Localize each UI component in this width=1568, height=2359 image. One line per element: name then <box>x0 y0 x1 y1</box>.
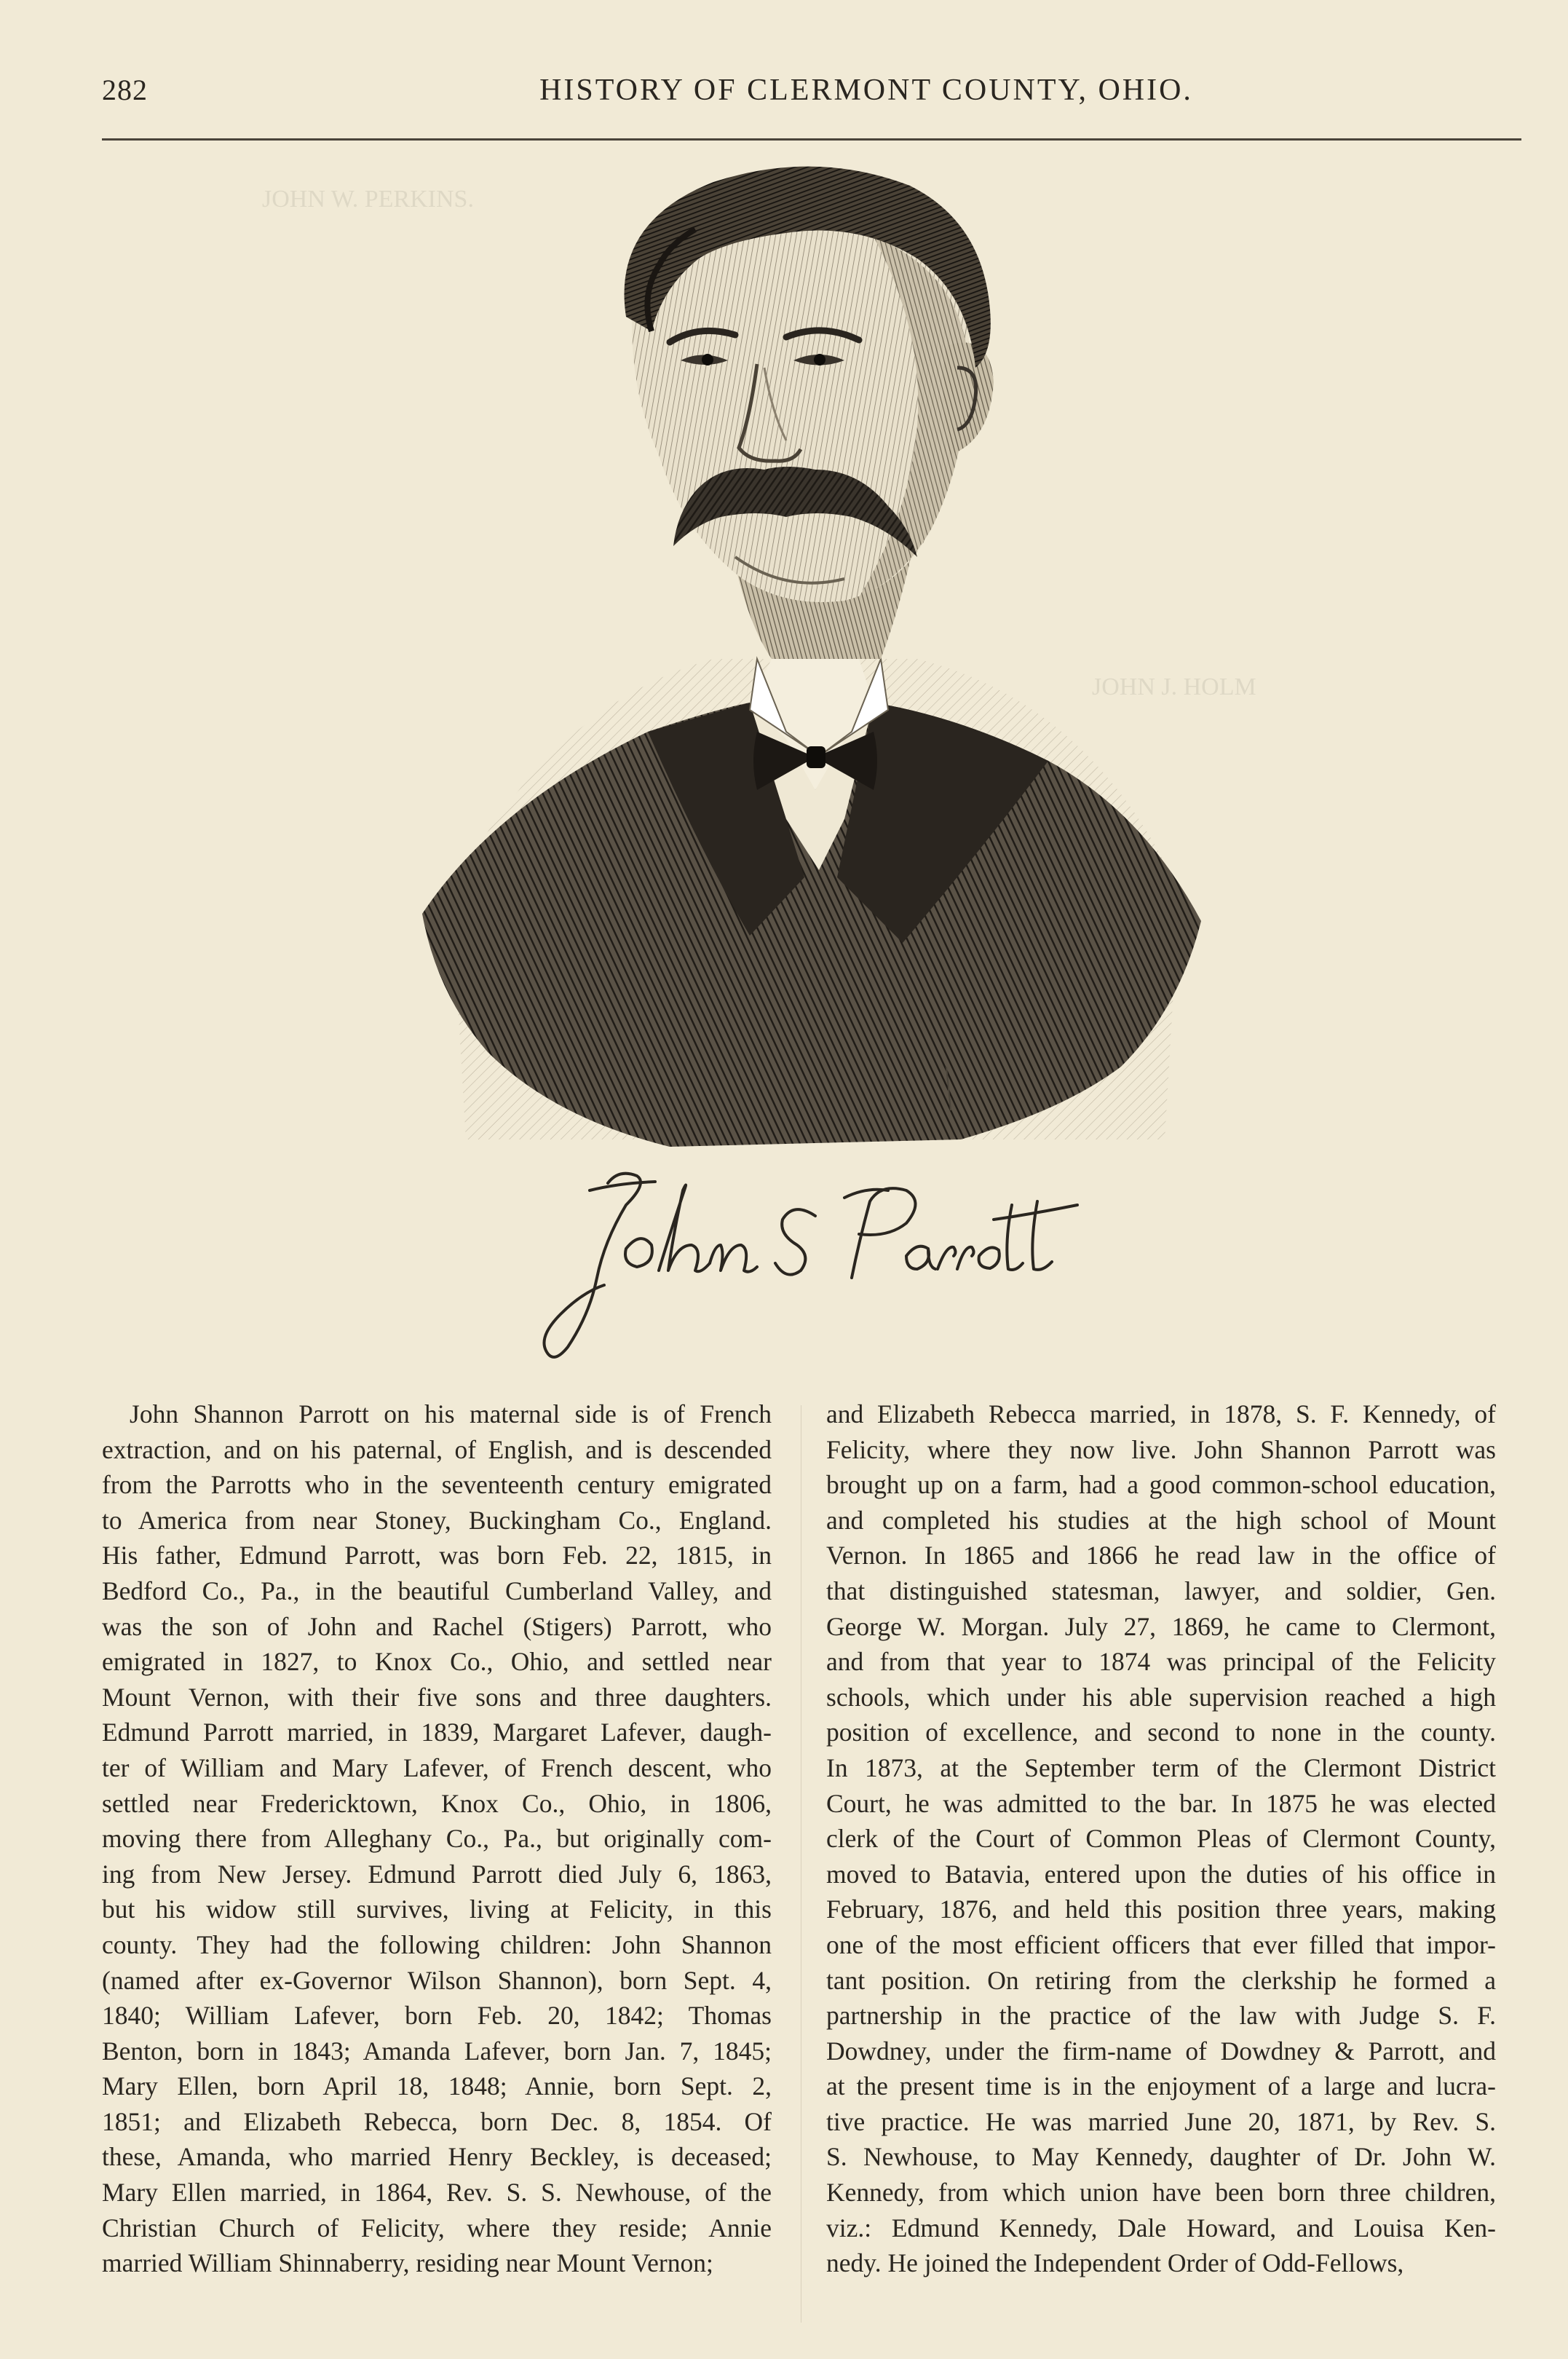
text-line: John Shannon Parrott on his maternal side is of French <box>130 1399 772 1429</box>
text-line: Vernon. In 1865 and 1866 he read law in the office of <box>826 1541 1496 1570</box>
text-line: settled near Fredericktown, Knox Co., Ohio, in 1806, <box>102 1788 772 1818</box>
text-line: Mary Ellen married, in 1864, Rev. S. S. Newhouse, of the <box>102 2178 772 2208</box>
text-line: Benton, born in 1843; Amanda Lafever, born Jan. 7, 1845; <box>102 2036 772 2066</box>
text-line: and from that year to 1874 was principal of the Felicity <box>826 1647 1496 1677</box>
show-through-text: JOHN W. PERKINS. <box>262 186 474 213</box>
text-line: nedy. He joined the Independent Order of Odd-Fellows, <box>826 2248 1404 2278</box>
text-line: position of excellence, and second to none in the county. <box>826 1718 1496 1747</box>
text-line: Mount Vernon, with their five sons and three daughters. <box>102 1682 772 1712</box>
text-line: and Elizabeth Rebecca married, in 1878, S. F. Kennedy, of <box>826 1399 1496 1429</box>
text-line: Kennedy, from which union have been born three children, <box>826 2178 1496 2208</box>
text-line: viz.: Edmund Kennedy, Dale Howard, and Louisa Ken- <box>826 2213 1496 2243</box>
text-line: ing from New Jersey. Edmund Parrott died July 6, 1863, <box>102 1859 772 1889</box>
text-line: Bedford Co., Pa., in the beautiful Cumberland Valley, and <box>102 1576 772 1605</box>
signature-script <box>539 1161 1092 1380</box>
text-line: these, Amanda, who married Henry Beckley, is deceased; <box>102 2142 772 2172</box>
text-line: Court, he was admitted to the bar. In 1875 he was elected <box>826 1788 1496 1818</box>
text-line: tive practice. He was married June 20, 1871, by Rev. S. <box>826 2106 1496 2136</box>
text-line: (named after ex-Governor Wilson Shannon), born Sept. 4, <box>102 1965 772 1995</box>
show-through-text: JOHN J. HOLM <box>1092 673 1256 700</box>
text-line: emigrated in 1827, to Knox Co., Ohio, and settled near <box>102 1647 772 1677</box>
text-line: 1840; William Lafever, born Feb. 20, 1842; Thomas <box>102 2001 772 2031</box>
text-line: schools, which under his able supervision reached a high <box>826 1682 1496 1712</box>
body-column-right <box>826 1396 1496 2281</box>
text-line: Felicity, where they now live. John Shannon Parrott was <box>826 1434 1496 1464</box>
text-line: was the son of John and Rachel (Stigers) Parrott, who <box>102 1611 772 1641</box>
text-line: moved to Batavia, entered upon the duties of his office in <box>826 1859 1496 1889</box>
text-line: ter of William and Mary Lafever, of French descent, who <box>102 1753 772 1782</box>
text-line: at the present time is in the enjoyment of a large and lucra- <box>826 2071 1496 2101</box>
text-line: February, 1876, and held this position three years, making <box>826 1894 1496 1924</box>
text-line: Dowdney, under the firm-name of Dowdney & Parrott, and <box>826 2036 1496 2066</box>
text-line: Christian Church of Felicity, where they reside; Annie <box>102 2213 772 2243</box>
text-line: to America from near Stoney, Buckingham Co., England. <box>102 1505 772 1535</box>
text-line: and completed his studies at the high school of Mount <box>826 1505 1496 1535</box>
page-number: 282 <box>102 74 148 106</box>
text-line: George W. Morgan. July 27, 1869, he came to Clermont, <box>826 1611 1496 1641</box>
text-line: moving there from Alleghany Co., Pa., but originally com- <box>102 1824 772 1854</box>
text-line: Mary Ellen, born April 18, 1848; Annie, born Sept. 2, <box>102 2071 772 2101</box>
running-title: HISTORY OF CLERMONT COUNTY, OHIO. <box>539 74 1193 107</box>
signature <box>539 1161 1092 1380</box>
page-header <box>102 73 1521 124</box>
text-line: but his widow still survives, living at Felicity, in this <box>102 1894 772 1924</box>
text-line: that distinguished statesman, lawyer, and soldier, Gen. <box>826 1576 1496 1605</box>
text-line: one of the most efficient officers that ever filled that impor- <box>826 1929 1496 1959</box>
text-line: brought up on a farm, had a good common-school education, <box>826 1470 1496 1500</box>
text-line: partnership in the practice of the law with Judge S. F. <box>826 2001 1496 2031</box>
header-rule <box>102 138 1521 141</box>
text-line: S. Newhouse, to May Kennedy, daughter of Dr. John W. <box>826 2142 1496 2172</box>
body-column-left <box>102 1396 772 2281</box>
text-line: from the Parrotts who in the seventeenth century emigrated <box>102 1470 772 1500</box>
text-line: extraction, and on his paternal, of English, and is descended <box>102 1434 772 1464</box>
text-line: tant position. On retiring from the clerkship he formed a <box>826 1965 1496 1995</box>
text-line: clerk of the Court of Common Pleas of Clermont County, <box>826 1824 1496 1854</box>
text-line: married William Shinnaberry, residing near Mount Vernon; <box>102 2248 713 2278</box>
engraved-portrait <box>408 149 1216 1169</box>
text-line: 1851; and Elizabeth Rebecca, born Dec. 8, 1854. Of <box>102 2106 772 2136</box>
text-line: His father, Edmund Parrott, was born Feb. 22, 1815, in <box>102 1541 772 1570</box>
text-line: county. They had the following children: John Shannon <box>102 1929 772 1959</box>
text-line: In 1873, at the September term of the Clermont District <box>826 1753 1496 1782</box>
text-line: Edmund Parrott married, in 1839, Margaret Lafever, daugh- <box>102 1718 772 1747</box>
